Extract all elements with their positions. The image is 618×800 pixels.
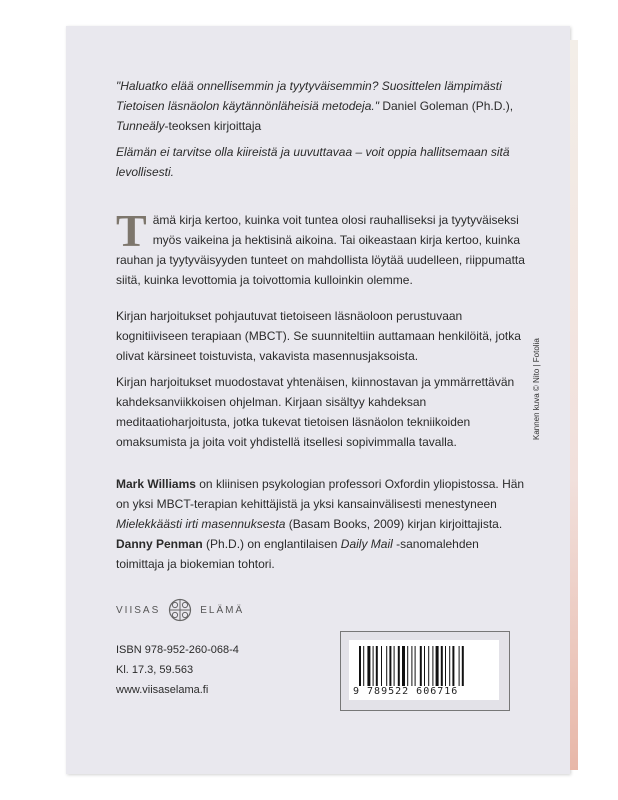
paragraph-1-text: ämä kirja kertoo, kuinka voit tuntea olosi rauhalliseksi ja tyytyväiseksi myös vaikeina ja hektisinä aikoina. Tai oikeastaan kirja kertoo, kuinka rauhan ja tyytyväisyyden tunteet on mahdollista löytää uudelleen, riippumatta siitä, kuinka levottomia ja toivottomia kulloinkin olemme. bbox=[116, 213, 525, 287]
barcode-bar bbox=[381, 646, 382, 686]
barcode-sticker bbox=[349, 640, 499, 700]
barcode-bar bbox=[411, 646, 412, 686]
cover-edge bbox=[570, 40, 578, 770]
publisher-name-left: VIISAS bbox=[116, 604, 161, 616]
author-bios bbox=[116, 474, 526, 574]
barcode-bar bbox=[436, 646, 439, 686]
publisher-url: www.viisaselama.fi bbox=[116, 684, 209, 696]
author-name-2: Danny Penman bbox=[116, 537, 203, 551]
drop-cap: T bbox=[116, 205, 147, 256]
barcode-bar bbox=[407, 646, 408, 686]
barcode-bar bbox=[363, 646, 364, 686]
barcode-bar bbox=[402, 646, 405, 686]
body-paragraph-3: Kirjan harjoitukset muodostavat yhtenäisen, kiinnostavan ja ymmärrettävän kahdeksanviikkoisen ohjelman. Kirjaan sisältyy kahdeksan meditaatioharjoitusta, jotka tukevat tietoisen läsnäolon tekniikoiden omaksumista ja joita voit yhdistellä itsellesi sopivimmalla tavalla. bbox=[116, 375, 515, 449]
barcode-bar bbox=[394, 646, 395, 686]
barcode-bar bbox=[420, 646, 422, 686]
barcode-label bbox=[340, 631, 510, 711]
barcode-bars bbox=[357, 646, 491, 686]
bio-1-text-a: on kliinisen psykologian professori Oxfordin yliopistossa. Hän on yksi MBCT-terapian kehittäjistä ja yksi kansainvälisesti menestyneen bbox=[116, 477, 525, 511]
barcode-bar bbox=[441, 646, 443, 686]
barcode-bar bbox=[398, 646, 400, 686]
barcode-number: 9 789522 606716 bbox=[353, 686, 459, 697]
body-paragraph-2: Kirjan harjoitukset pohjautuvat tietoiseen läsnäoloon perustuvaan kognitiiviseen terapiaan (MBCT). Se suunniteltiin auttamaan henkilöitä, jotka olivat kärsineet toistuvista, vakavista masennusjaksoista. bbox=[116, 309, 521, 363]
barcode-bar bbox=[424, 646, 425, 686]
bio-2-text-b: -sanomalehden toimittaja ja biokemian tohtori. bbox=[116, 537, 479, 571]
barcode-bar bbox=[367, 646, 370, 686]
barcode-bar bbox=[445, 646, 446, 686]
barcode-bar bbox=[389, 646, 391, 686]
barcode-bar bbox=[376, 646, 378, 686]
bio-1-book: Mielekkäästi irti masennuksesta bbox=[116, 517, 286, 531]
quote-author-suffix: -teoksen kirjoittaja bbox=[164, 119, 262, 133]
isbn: ISBN 978-952-260-068-4 bbox=[116, 644, 239, 656]
publisher-name-right: ELÄMÄ bbox=[200, 604, 245, 616]
bio-2-paper: Daily Mail bbox=[340, 537, 393, 551]
barcode-bar bbox=[428, 646, 429, 686]
body-paragraph-1 bbox=[116, 205, 526, 290]
endorsement-quote bbox=[116, 76, 526, 136]
barcode-bar bbox=[386, 646, 387, 686]
barcode-bar bbox=[452, 646, 454, 686]
barcode-bar bbox=[459, 646, 460, 686]
barcode-bar bbox=[432, 646, 433, 686]
bio-2-text-a: (Ph.D.) on englantilaisen bbox=[202, 537, 341, 551]
quote-author-book: Tunneäly bbox=[116, 119, 165, 133]
isbn-block bbox=[116, 640, 239, 680]
publisher-emblem-icon bbox=[168, 598, 192, 622]
lead-text: Elämän ei tarvitse olla kiireistä ja uuvuttavaa – voit oppia hallitsemaan sitä levollisesti. bbox=[116, 145, 510, 179]
author-name-1: Mark Williams bbox=[116, 477, 196, 491]
quote-author: Daniel Goleman (Ph.D.), bbox=[379, 99, 514, 113]
barcode-bar bbox=[359, 646, 361, 686]
classification: Kl. 17.3, 59.563 bbox=[116, 664, 194, 676]
barcode-bar bbox=[373, 646, 374, 686]
barcode-bar bbox=[449, 646, 450, 686]
quote-text: "Haluatko elää onnellisemmin ja tyytyväisemmin? Suosittelen lämpimästi Tietoisen läsnäolon käytännönläheisiä metodeja." bbox=[116, 79, 502, 113]
barcode-bar bbox=[415, 646, 416, 686]
bio-1-text-b: (Basam Books, 2009) kirjan kirjoittajista. bbox=[285, 517, 503, 531]
cover-photo-credit: Kannen kuva © Nito | Fotolia bbox=[532, 338, 541, 440]
barcode-bar bbox=[462, 646, 464, 686]
publisher-logo bbox=[116, 596, 316, 624]
